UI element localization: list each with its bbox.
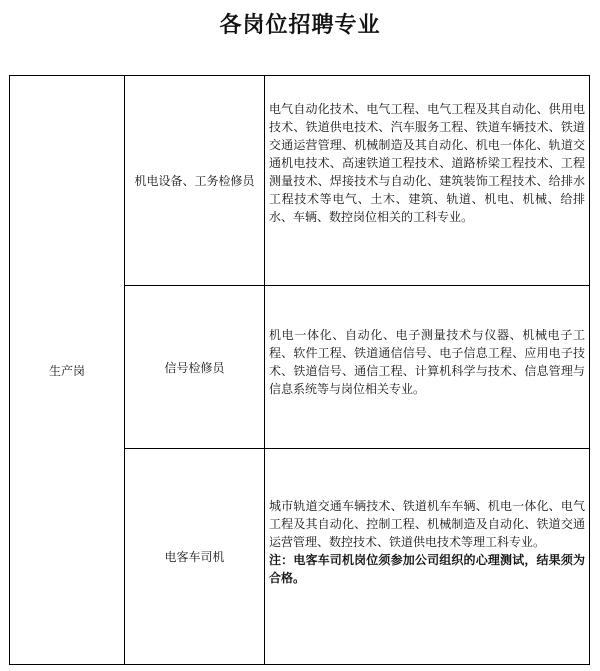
position-name: 电客车司机 xyxy=(125,449,265,665)
psych-test-note: 注：电客车司机岗位须参加公司组织的心理测试，结果须为合格。 xyxy=(269,553,585,585)
majors-text: 城市轨道交通车辆技术、铁道机车车辆、机电一体化、电气工程及其自动化、控制工程、机械制造及自动化、铁道交通运营管理、数控技术、铁道供电技术等理工科专业。 xyxy=(269,499,585,549)
position-name: 机电设备、工务检修员 xyxy=(125,76,265,286)
majors-text: 电气自动化技术、电气工程、电气工程及其自动化、供用电技术、铁道供电技术、汽车服务工程、铁道车辆技术、铁道交通运营管理、机械制造及其自动化、机电一体化、轨道交通机电技术、高速铁道工程技术、道路桥梁工程技术、工程测量技术、焊接技术与自动化、建筑装饰工程技术、给排水工程技术等电气、土木、建筑、轨道、机电、机械、给排水、车辆、数控岗位相关的工科专业。 xyxy=(265,76,590,286)
category-cell: 生产岗 xyxy=(10,76,125,665)
position-name: 信号检修员 xyxy=(125,286,265,449)
page-title: 各岗位招聘专业 xyxy=(219,12,381,38)
majors-text: 机电一体化、自动化、电子测量技术与仪器、机械电子工程、软件工程、铁道通信信号、电子信息工程、应用电子技术、铁道信号、通信工程、计算机科学与技术、信息管理与信息系统等与岗位相关专业。 xyxy=(265,286,590,449)
table-row xyxy=(10,76,590,286)
majors-cell xyxy=(265,449,590,665)
recruitment-table xyxy=(9,75,590,665)
